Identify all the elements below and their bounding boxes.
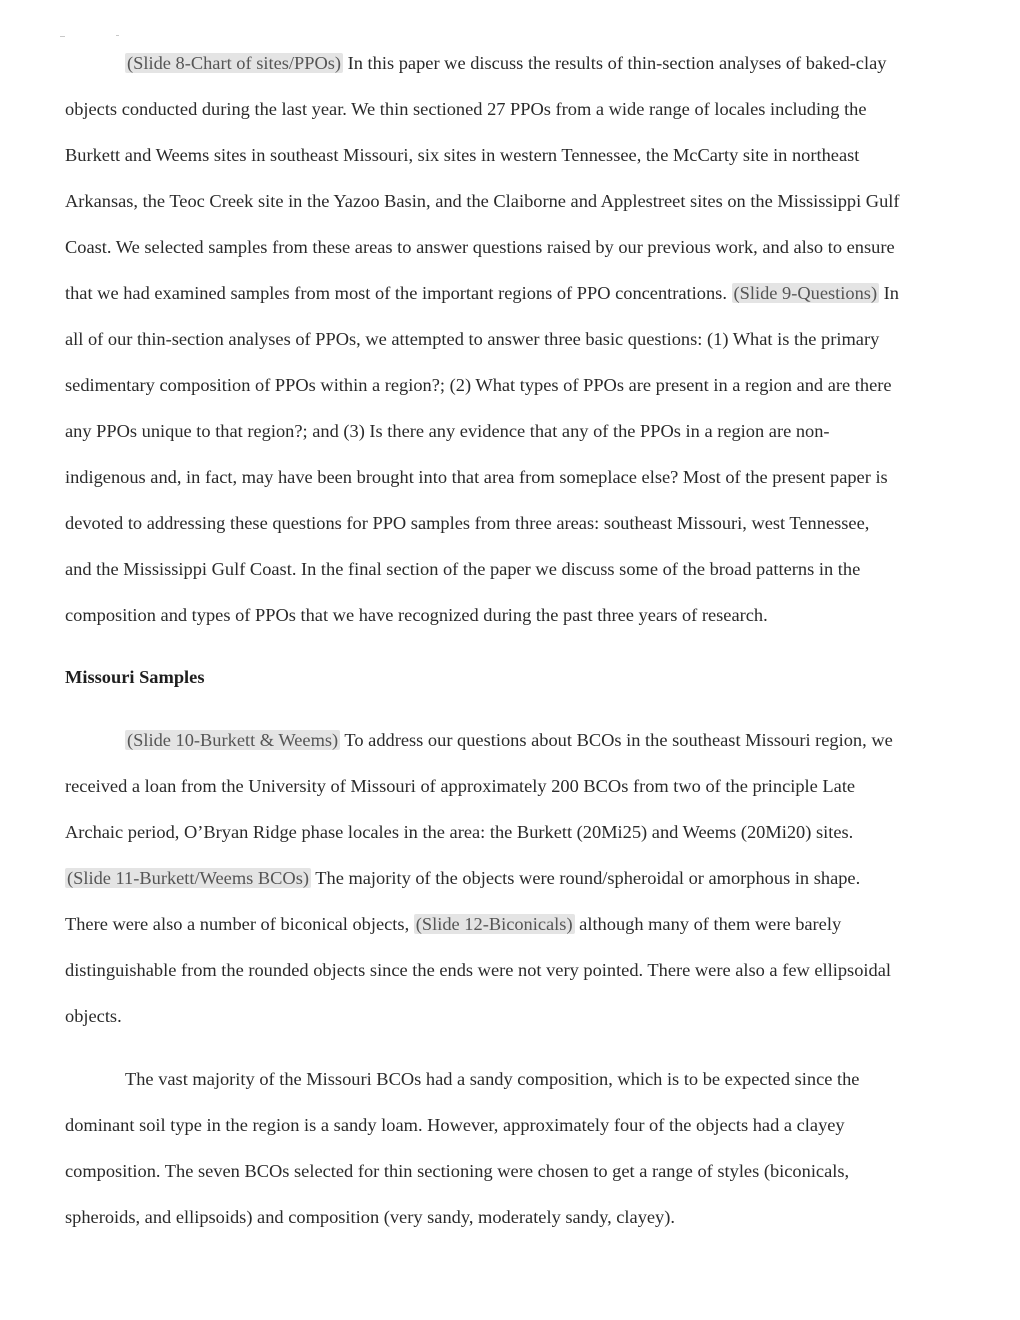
text-line: that we had examined samples from most of the important regions of PPO concentrations. (Slide 9-Questions) In [65,283,899,303]
text-line: distinguishable from the rounded objects since the ends were not very pointed. There were also a few ellipsoidal [65,960,891,980]
text-line: any PPOs unique to that region?; and (3) Is there any evidence that any of the PPOs in a region are non- [65,421,830,441]
text-line: objects. [65,1006,122,1026]
text-line: (Slide 11-Burkett/Weems BCOs) The majority of the objects were round/spheroidal or amorphous in shape. [67,868,861,888]
text-line: and the Mississippi Gulf Coast. In the final section of the paper we discuss some of the broad patterns in the [65,559,861,579]
text-line: Coast. We selected samples from these areas to answer questions raised by our previous work, and also to ensure [65,237,895,257]
scan-mark [116,35,119,36]
text-line: all of our thin-section analyses of PPOs, we attempted to answer three basic questions: (1) What is the primary [65,329,880,349]
slide-reference: (Slide 11-Burkett/Weems BCOs) [67,868,309,888]
text-line: composition. The seven BCOs selected for thin sectioning were chosen to get a range of styles (biconicals, [65,1161,850,1181]
slide-reference: (Slide 9-Questions) [733,283,878,303]
slide-reference: (Slide 10-Burkett & Weems) [127,730,339,750]
slide-reference: (Slide 8-Chart of sites/PPOs) [127,53,342,73]
text-line: indigenous and, in fact, may have been brought into that area from someplace else? Most of the present paper is [65,467,888,487]
text-line: received a loan from the University of Missouri of approximately 200 BCOs from two of the principle Late [65,776,856,796]
text-line: Archaic period, O’Bryan Ridge phase locales in the area: the Burkett (20Mi25) and Weems (20Mi20) sites. [65,822,854,842]
text-line: (Slide 8-Chart of sites/PPOs) In this paper we discuss the results of thin-section analyses of baked-clay [127,53,887,73]
text-line: spheroids, and ellipsoids) and composition (very sandy, moderately sandy, clayey). [65,1207,675,1227]
text-line: devoted to addressing these questions for PPO samples from three areas: southeast Missouri, west Tennessee, [65,513,870,533]
text-line: sedimentary composition of PPOs within a region?; (2) What types of PPOs are present in a region and are there [65,375,892,395]
slide-reference: (Slide 12-Biconicals) [415,914,573,934]
composition-paragraph [65,1056,985,1240]
text-line: Arkansas, the Teoc Creek site in the Yazoo Basin, and the Claiborne and Applestreet sites on the Mississippi Gulf [65,191,900,211]
text-line: Burkett and Weems sites in southeast Missouri, six sites in western Tennessee, the McCarty site in northeast [65,145,860,165]
scan-mark [60,36,65,37]
section-heading: Missouri Samples [65,667,205,687]
missouri-paragraph [65,717,985,1039]
text-line: There were also a number of biconical objects, (Slide 12-Biconicals) although many of them were barely [65,914,842,934]
text-line: composition and types of PPOs that we have recognized during the past three years of research. [65,605,768,625]
intro-paragraph [65,40,985,638]
text-line: dominant soil type in the region is a sandy loam. However, approximately four of the objects had a clayey [65,1115,845,1135]
text-line: (Slide 10-Burkett & Weems) To address our questions about BCOs in the southeast Missouri region, we [127,730,893,750]
text-line: The vast majority of the Missouri BCOs had a sandy composition, which is to be expected since the [125,1069,860,1089]
text-line: objects conducted during the last year. We thin sectioned 27 PPOs from a wide range of locales including the [65,99,867,119]
